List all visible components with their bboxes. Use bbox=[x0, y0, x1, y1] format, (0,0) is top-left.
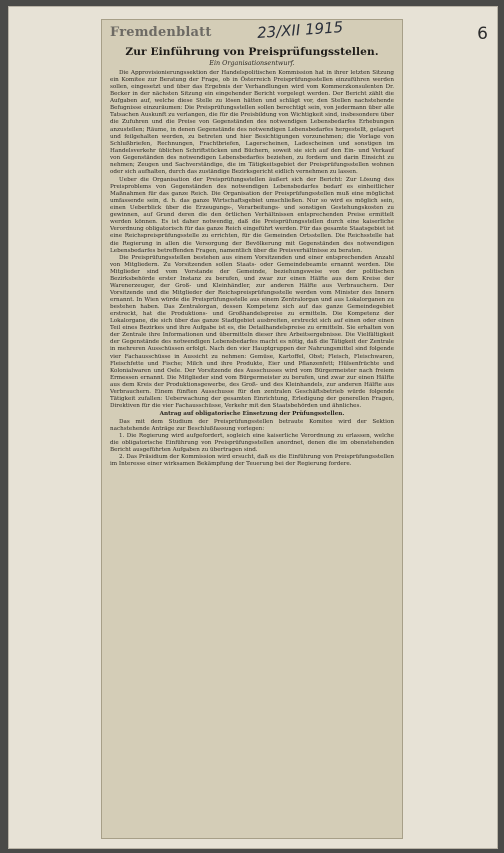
archive-sheet bbox=[8, 6, 498, 849]
folio-number: 6 bbox=[477, 24, 488, 44]
article-paragraph: 1. Die Regierung wird aufgefordert, sogleich eine kaiserliche Verordnung zu erlassen, welche die obligatorische Einführung von Preisprüfungsstellen anordnet, denen die im obenstehenden Bericht ausgeführten Aufgaben zu übertragen sind. bbox=[110, 433, 394, 454]
article-paragraph: Ueber die Organisation der Preisprüfungsstellen äußert sich der Bericht: Zur Lösung des Preisproblems von Gegenständen des notwendigen Lebensbedarfes bedarf es einheitlicher Maßnahmen für das ganze Reich. Die Organisation der Preisprüfungsstellen muß eine möglichst umfassende sein, d. h. das ganze Wirtschaftsgebiet umschließen. Nur so wird es möglich sein, einen Ueberblick über die Erzeugungs-, Verarbeitungs- und sonstigen Gestehungskosten zu gewinnen, auf Grund deren die den örtlichen Verhältnissen entsprechenden Preise ermittelt werden können. Es ist daher notwendig, daß die Preisprüfungsstellen durch eine kaiserliche Verordnung obligatorisch für das ganze Reich eingeführt werden. Für das gesamte Staatsgebiet ist eine Reichspreisprüfungsstelle zu errichten, für die Gemeinden Ortsstellen. Die Reichsstelle hat die Regierung in allen die Versorgung der Bevölkerung mit Gegenständen des notwendigen Lebensbedarfes betreffenden Fragen, namentlich über die Preisverhältnisse zu beraten. bbox=[110, 176, 394, 254]
article-paragraph: 2. Das Präsidium der Kommission wird ersucht, daß es die Einführung von Preisprüfungsstellen im Interesse einer wirksamen Bekämpfung der Teuerung bei der Regierung fordere. bbox=[110, 454, 394, 468]
article-subheading: Ein Organisationsentwurf. bbox=[209, 59, 295, 67]
article-paragraph: Die Preisprüfungsstellen bestehen aus einem Vorsitzenden und einer entsprechenden Anzahl von Mitgliedern. Zu Vorsitzenden sollen Staats- oder Gemeindebeamte ernannt werden. Die Mitglieder sind vom Vorstande der Gemeinde, beziehungsweise von der politischen Bezirksbehörde erster Instanz zu berufen, und zwar zur einen Hälfte aus dem Kreise der Warenerzeuger, der Groß- und Kleinhändler, zur anderen Hälfte aus Verbrauchern. Der Vorsitzende und die Mitglieder der Reichspreisprüfungsstelle werden vom Minister des Innern ernannt. In Wien würde die Preisprüfungsstelle aus einem Zentralorgan und aus Lokalorganen zu bestehen haben. Das Zentralorgan, dessen Kompetenz sich auf das ganze Gemeindegebiet erstreckt, hat die Produktions- und Großhandelspreise zu ermitteln. Die Kompetenz der Lokalorgane, die sich über das ganze Stadtgebiet ausbreiten, erstreckt sich auf einen oder einen Teil eines Bezirkes und ihre Aufgabe ist es, die Detailhandelspreise zu ermitteln. Sie erhalten von der Zentrale ihre Informationen und übermitteln dieser ihre Arbeitsergebnisse. Die Vielfältigkeit der Gegenstände des notwendigen Lebensbedarfes macht es nötig, daß die Tätigkeit der Zentrale in mehreren Ausschüssen erfolgt. Nach den vier Hauptgruppen der Nahrungsmittel sind folgende vier Fachausschüsse in Aussicht zu nehmen: Gemüse, Kartoffel, Obst; Fleisch, Fleischwaren, Fleischfette und Fische; Milch und ihre Produkte, Eier und Pflanzenfett; Hülsenfrüchte und Kolonialwaren und Oele. Der Vorsitzende des Ausschusses wird vom Bürgermeister nach freiem Ermessen ernannt. Die Mitglieder sind vom Bürgermeister zu berufen, und zwar zur einen Hälfte aus dem Kreis der Produktionsgewerbe, des Groß- und des Kleinhandels, zur anderen Hälfte aus Verbrauchern. Einem fünften Ausschusse für den zentralen Geschäftsbetrieb würde folgende Tätigkeit zufallen: Ueberwachung der gesamten Einrichtung, Erledigung der generellen Fragen, Direktiven für die vier Fachausschüsse, Verkehr mit den Staatsbehörden und ähnliches. bbox=[110, 254, 394, 409]
article-body bbox=[110, 70, 394, 469]
article-paragraph: Die Approvisionierungssektion der Handelspolitischen Kommission hat in ihrer letzten Sitzung ein Komitee zur Beratung der Frage, ob in Österreich Preisprüfungsstellen einzuführen werden sollen, eingesetzt und über das Ergebnis der Verhandlungen wird vom Kommerzkonsulenten Dr. Becker in der nächsten Sitzung ein eingehender Bericht vorgelegt werden. Der Bericht zählt die Aufgaben auf, welche diese Stelle zu lösen hätten und schlägt vor, den Stellen nachstehende Befugnisse einzuräumen: Die Preisprüfungsstellen sollen berechtigt sein, von jedermann über alle Tatsachen Auskunft zu verlangen, die für die Preisbildung von Wichtigkeit sind, insbesondere über die Zufuhren und die Preise von Gegenständen des notwendigen Lebensbedarfes Erhebungen anzustellen; Räume, in denen Gegenstände des notwendigen Lebensbedarfes hergestellt, gelagert und feilgehalten werden, zu betreten und hier Besichtigungen vorzunehmen; die Vorlage von Schlußbriefen, Rechnungen, Frachtbriefen, Lagerscheinen, Ladescheinen und sonstigen im Handelsverkehr üblichen Schriftstücken und Büchern, soweit sie sich auf den Ein- und Verkauf von Gegenständen des notwendigen Lebensbedarfes beziehen, zu fordern und darin Einsicht zu nehmen; Zeugen und Sachverständige, die im Tätigkeitsgebiet der Preisprüfungsstellen wohnen oder sich aufhalten, durch das zuständige Bezirksgericht eidlich vernehmen zu lassen. bbox=[110, 70, 394, 175]
article-headline: Zur Einführung von Preisprüfungsstellen. bbox=[125, 46, 379, 58]
article-section-heading: Antrag auf obligatorische Einsetzung der Prüfungsstellen. bbox=[159, 411, 345, 417]
article-paragraph: Das mit dem Studium der Preisprüfungsstellen betraute Komitee wird der Sektion nachstehende Anträge zur Beschlußfassung vorlegen: bbox=[110, 419, 394, 433]
newspaper-name: Fremdenblatt bbox=[110, 25, 212, 40]
handwritten-date: 23/XII 1915 bbox=[256, 18, 344, 42]
masthead-row bbox=[110, 18, 394, 44]
newspaper-clipping bbox=[102, 20, 402, 838]
